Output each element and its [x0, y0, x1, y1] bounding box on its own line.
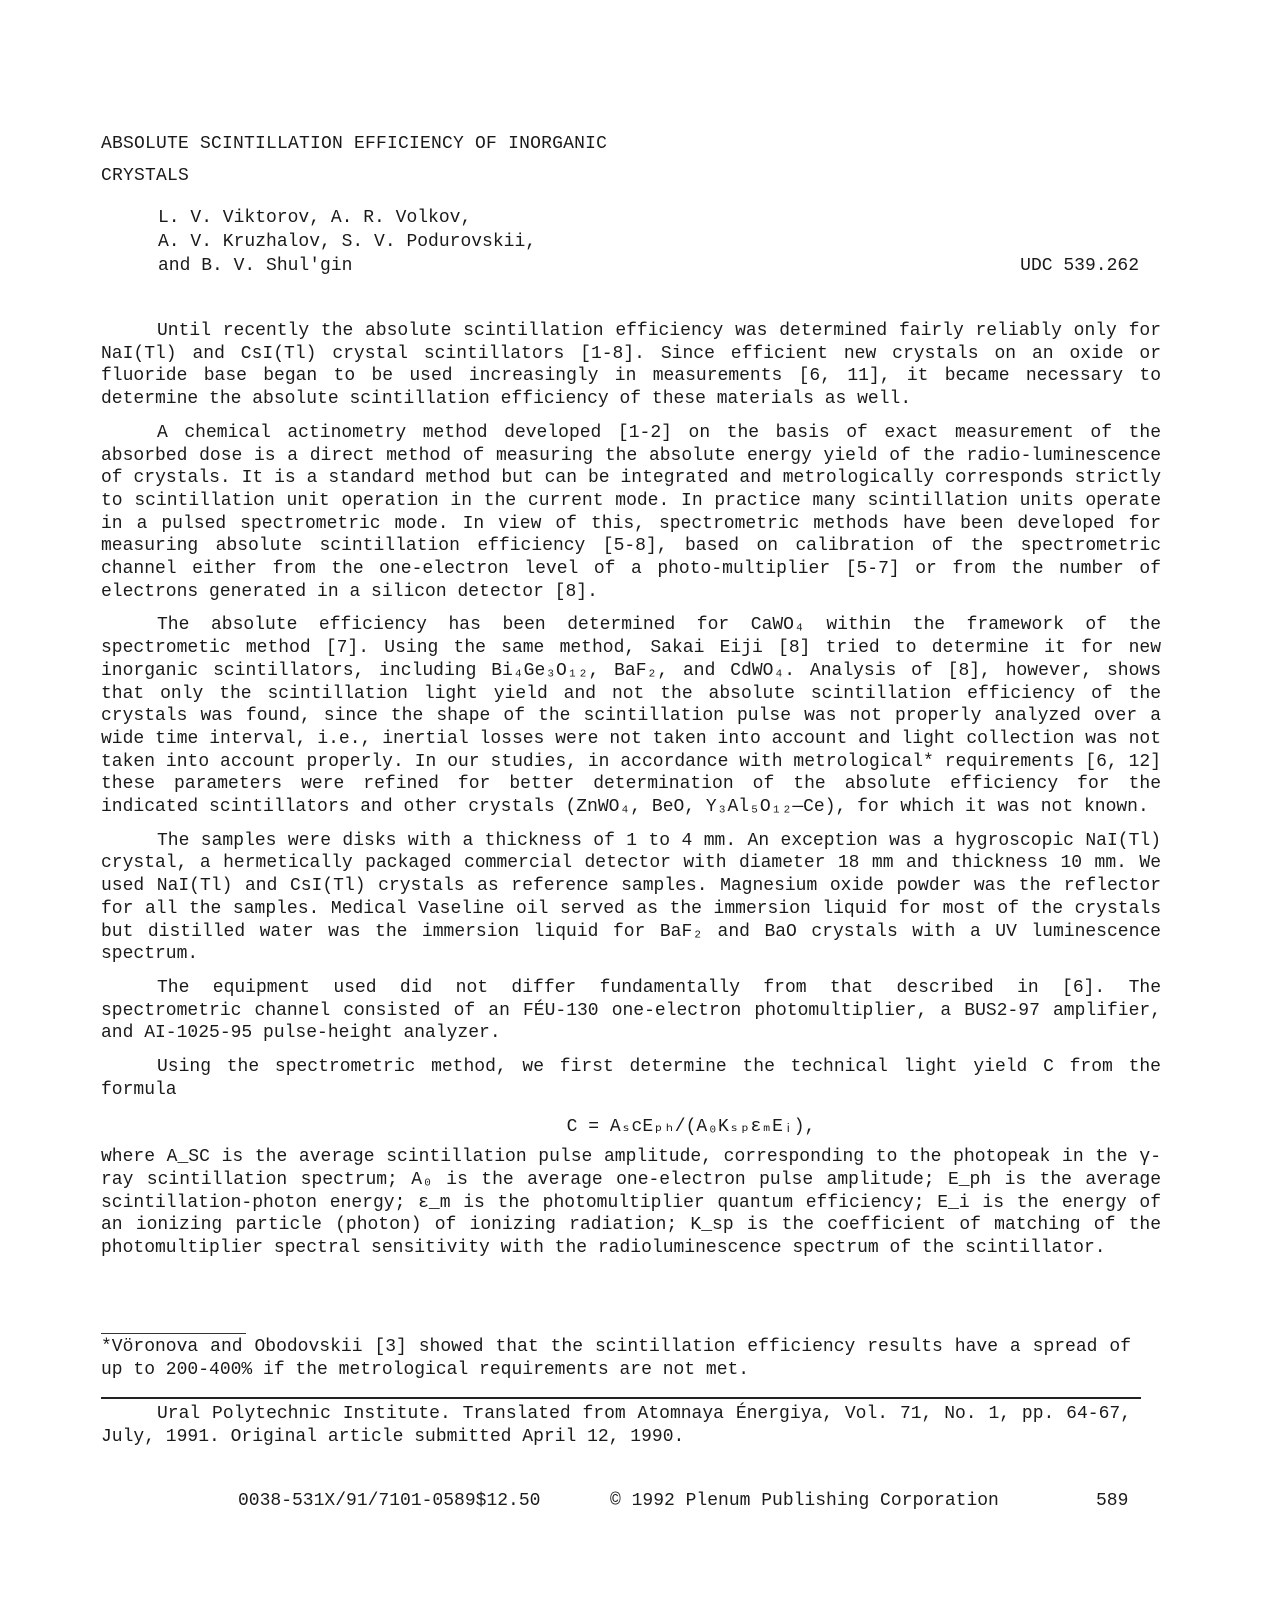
article-title — [101, 128, 607, 192]
author-list — [158, 206, 536, 278]
affiliation-note: Ural Polytechnic Institute. Translated from Atomnaya Énergiya, Vol. 71, No. 1, pp. 64-67, July, 1991. Original article submitted April 12, 1990. — [101, 1404, 1131, 1447]
light-yield-formula: C = AₛᴄEₚₕ/(A₀KₛₚεₘEᵢ), — [566, 1116, 816, 1137]
author-line-2: A. V. Kruzhalov, S. V. Podurovskii, — [158, 232, 537, 252]
title-line-2: CRYSTALS — [101, 166, 190, 186]
paragraph-1: Until recently the absolute scintillation efficiency was determined fairly reliably only for NaI(Tl) and CsI(Tl) crystal scintillators [1-8]. Since efficient new crystals on an oxide or fluoride base began to be used increasingly in measurements [6, 11], it became necessary to determine the absolute scintillation efficiency of these materials as well. — [101, 321, 1161, 410]
formula-explanation: where A_SC is the average scintillation pulse amplitude, corresponding to the photopeak in the γ-ray scintillation spectrum; A₀ is the average one-electron pulse amplitude; E_ph is the average scintillation-photon energy; ε_m is the photomultiplier quantum efficiency; E_i is the energy of an ionizing particle (photon) of ionizing radiation; K_sp is the coefficient of matching of the photomultiplier spectral sensitivity with the radioluminescence spectrum of the scintillator. — [101, 1147, 1161, 1259]
paragraph-3: The absolute efficiency has been determined for CaWO₄ within the framework of the spectrometic method [7]. Using the same method, Sakai Eiji [8] tried to determine it for new inorganic scintillators, including Bi₄Ge₃O₁₂, BaF₂, and CdWO₄. Analysis of [8], however, shows that only the scintillation light yield and not the absolute scintillation efficiency of the crystals was found, since the shape of the scintillation pulse was not properly analyzed over a wide time interval, i.e., inertial losses were not taken into account and light collection was not taken into account properly. In our studies, in accordance with metrological* requirements [6, 12] these parameters were refined for better determination of the absolute efficiency for the indicated scintillators and other crystals (ZnWO₄, BeO, Y₃Al₅O₁₂—Ce), for which it was not known. — [101, 615, 1161, 818]
paragraph-4: The samples were disks with a thickness of 1 to 4 mm. An exception was a hygroscopic NaI(Tl) crystal, a hermetically packaged commercial detector with diameter 18 mm and thickness 10 mm. We used NaI(Tl) and CsI(Tl) crystals as reference samples. Magnesium oxide powder was the reflector for all the samples. Medical Vaseline oil served as the immersion liquid for most of the crystals but distilled water was the immersion liquid for BaF₂ and BaO crystals with a UV luminescence spectrum. — [101, 830, 1161, 965]
paragraph-2: A chemical actinometry method developed [1-2] on the basis of exact measurement of the absorbed dose is a direct method of measuring the absolute energy yield of the radio-luminescence of crystals. It is a standard method but can be integrated and metrologically corresponds strictly to scintillation unit operation in the current mode. In practice many scintillation units operate in a pulsed spectrometric mode. In view of this, spectrometric methods have been developed for measuring absolute scintillation efficiency [5-8], based on calibration of the spectrometric channel either from the one-electron level of a photo-multiplier [5-7] or from the number of electrons generated in a silicon detector [8]. — [101, 422, 1161, 602]
footnote: *Vöronova and Obodovskii [3] showed that the scintillation efficiency results have a spread of up to 200-400% if the metrological requirements are not met. — [101, 1337, 1131, 1380]
udc-code: UDC 539.262 — [1020, 256, 1139, 276]
article-body — [101, 320, 1161, 1271]
paragraph-5: The equipment used did not differ fundamentally from that described in [6]. The spectrometric channel consisted of an FÉU-130 one-electron photomultiplier, a BUS2-97 amplifier, and AI-1025-95 pulse-height analyzer. — [101, 977, 1161, 1044]
paragraph-6: Using the spectrometric method, we first determine the technical light yield C from the formula — [101, 1057, 1161, 1100]
article-code: 0038-531X/91/7101-0589$12.50 — [238, 1491, 541, 1511]
author-line-3: and B. V. Shul'gin — [158, 256, 353, 276]
title-line-1: ABSOLUTE SCINTILLATION EFFICIENCY OF INORGANIC — [101, 134, 608, 154]
page-number: 589 — [1096, 1491, 1129, 1511]
author-line-1: L. V. Viktorov, A. R. Volkov, — [158, 208, 472, 228]
affiliation-divider — [101, 1397, 1141, 1399]
copyright: © 1992 Plenum Publishing Corporation — [610, 1491, 999, 1511]
footnote-divider — [101, 1333, 246, 1334]
